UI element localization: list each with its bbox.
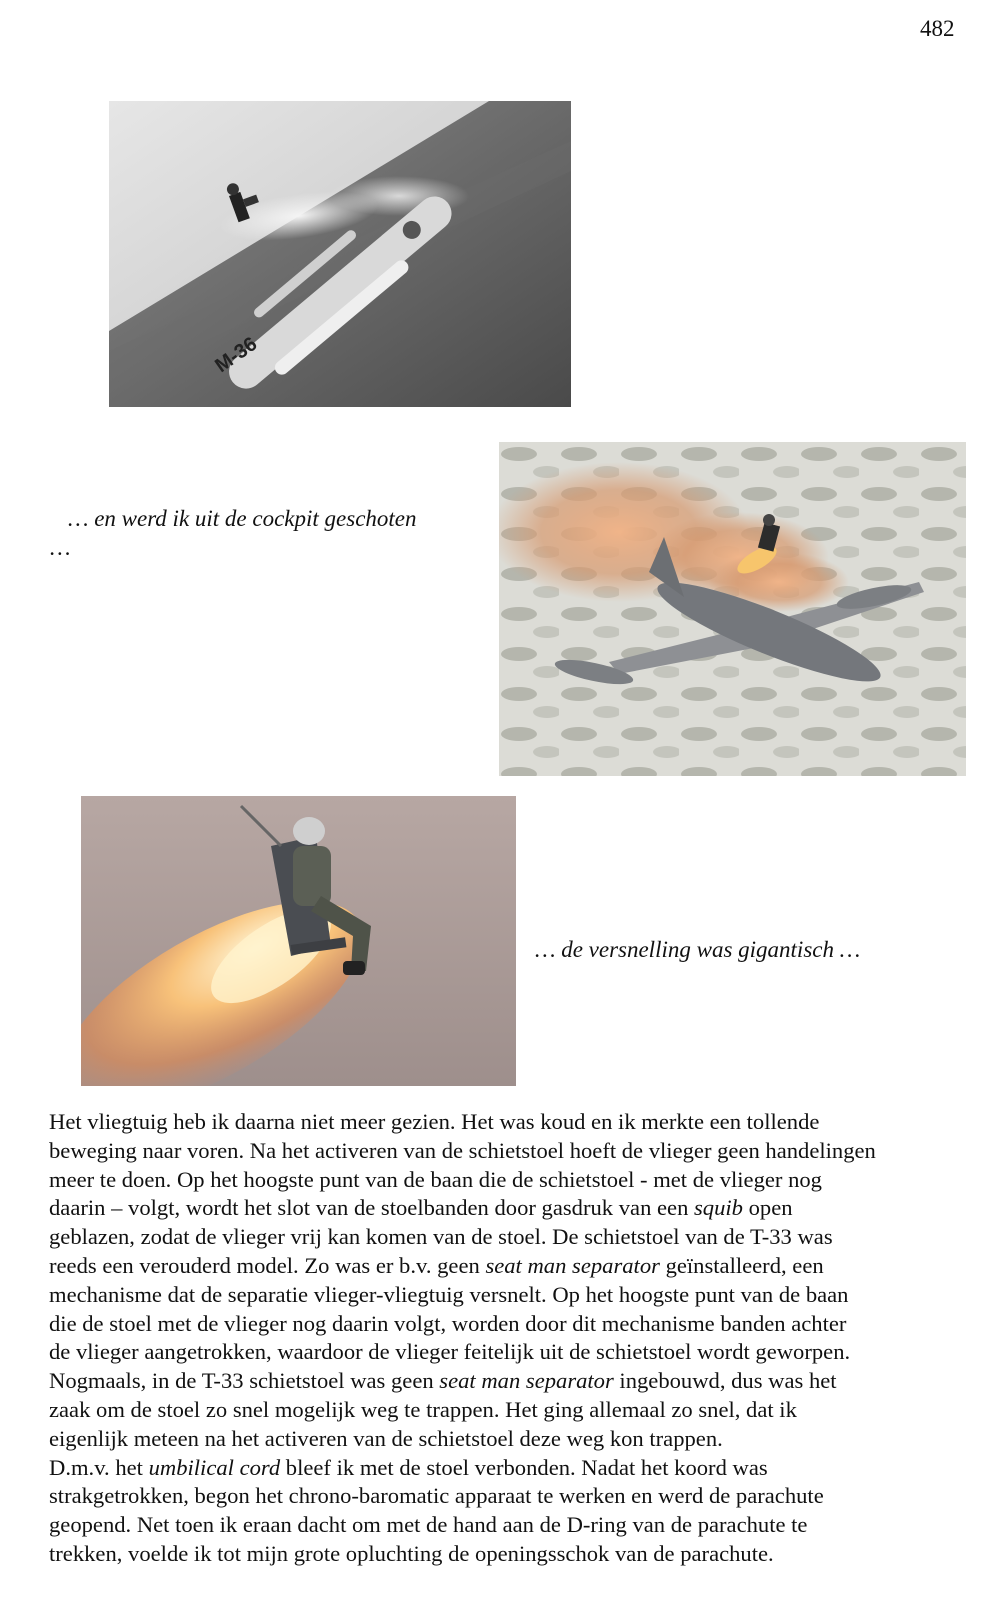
- body-line: trekken, voelde ik tot mijn grote opluchting de openingsschok van de parachute.: [49, 1540, 774, 1566]
- body-line: strakgetrokken, begon het chrono-baromatic apparaat te werken en werd de parachute: [49, 1483, 824, 1509]
- photo-t33-ejection-color: [499, 442, 966, 776]
- body-line: geopend. Net toen ik eraan dacht om met de hand aan de D-ring van de parachute te: [49, 1512, 808, 1538]
- body-line: beweging naar voren. Na het activeren van de schietstoel hoeft de vlieger geen handelingen: [49, 1137, 876, 1163]
- term-seat-man-separator: seat man separator: [439, 1368, 614, 1394]
- aircraft-marking: M-36: [211, 332, 262, 378]
- body-line: die de stoel met de vlieger nog daarin volgt, worden door dit mechanisme banden achter: [49, 1310, 847, 1336]
- body-line: eigenlijk meteen na het activeren van de schietstoel deze weg kon trappen.: [49, 1425, 723, 1451]
- body-text: [49, 1108, 969, 1569]
- body-line: geblazen, zodat de vlieger vrij kan komen van de stoel. De schietstoel van de T-33 was: [49, 1224, 833, 1250]
- caption-acceleration: … de versnelling was gigantisch …: [535, 937, 861, 962]
- photo-ejection-seat-closeup: [81, 796, 516, 1086]
- body-line: de vlieger aangetrokken, waardoor de vlieger feitelijk uit de schietstoel wordt geworpen.: [49, 1339, 851, 1365]
- body-line: daarin – volgt, wordt het slot van de stoelbanden door gasdruk van een squib open: [49, 1195, 793, 1221]
- body-line: Nogmaals, in de T-33 schietstoel was geen seat man separator ingebouwd, dus was het: [49, 1368, 837, 1394]
- page-number: 482: [920, 16, 955, 41]
- term-umbilical-cord: umbilical cord: [148, 1454, 281, 1480]
- term-squib: squib: [694, 1195, 743, 1221]
- body-line: mechanisme dat de separatie vlieger-vliegtuig versnelt. Op het hoogste punt van de baan: [49, 1281, 849, 1307]
- body-line: meer te doen. Op het hoogste punt van de baan die de schietstoel - met de vlieger nog: [49, 1166, 822, 1192]
- photo-t33-ejection-bw: [109, 101, 571, 407]
- caption-ejection: … en werd ik uit de cockpit geschoten: [68, 506, 417, 531]
- body-line: D.m.v. het umbilical cord bleef ik met de stoel verbonden. Nadat het koord was: [49, 1454, 768, 1480]
- body-line: Het vliegtuig heb ik daarna niet meer gezien. Het was koud en ik merkte een tollende: [49, 1109, 820, 1134]
- caption-ejection-continued: …: [50, 535, 71, 560]
- term-seat-man-separator: seat man separator: [485, 1252, 660, 1278]
- body-line: zaak om de stoel zo snel mogelijk weg te trappen. Het ging allemaal zo snel, dat ik: [49, 1396, 797, 1422]
- body-line: reeds een verouderd model. Zo was er b.v. geen seat man separator geïnstalleerd, een: [49, 1252, 824, 1278]
